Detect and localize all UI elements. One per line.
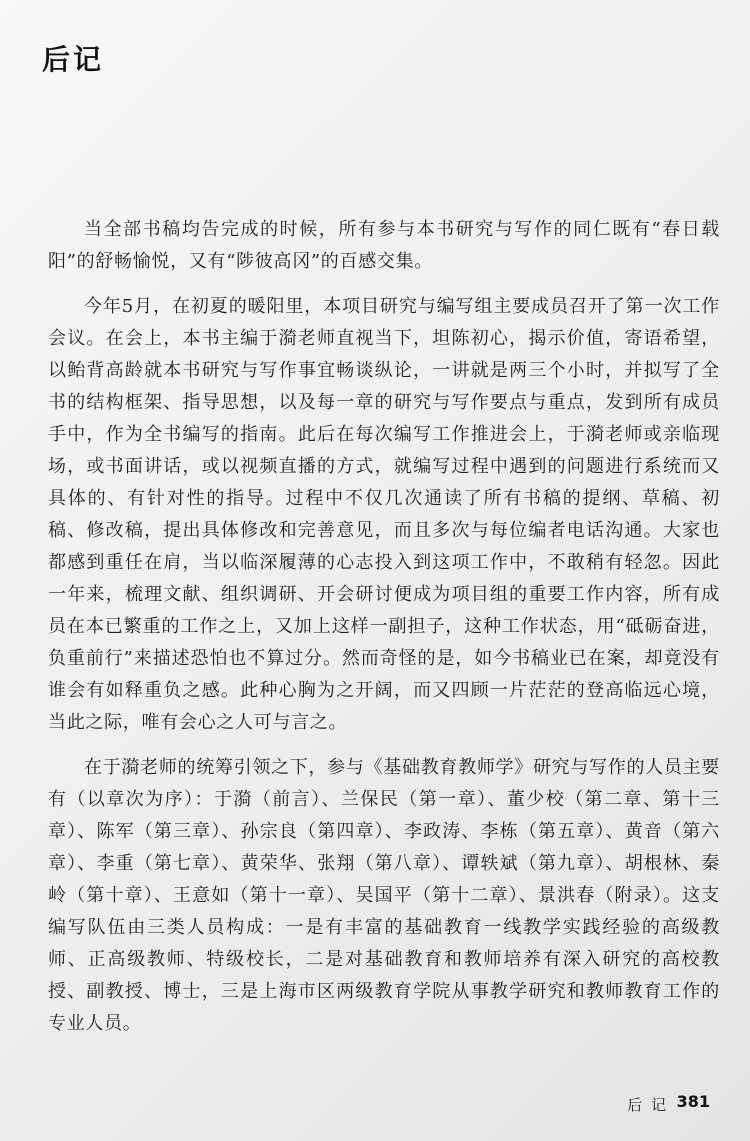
paragraph-3: 在于漪老师的统筹引领之下，参与《基础教育教师学》研究与写作的人员主要有（以章次为序）：于漪（前言）、兰保民（第一章）、董少校（第二章、第十三章）、陈军（第三章）、孙宗良（第四章）、李政涛、李栋（第五章）、黄音（第六章）、李重（第七章）、黄荣华、张翔（第八章）、谭轶斌（第九章）、胡根林、秦岭（第十章）、王意如（第十一章）、吴国平（第十二章）、景洪春（附录）。这支编写队伍由三类人员构成：一是有丰富的基础教育一线教学实践经验的高级教师、正高级教师、特级校长，二是对基础教育和教师培养有深入研究的高校教授、副教授、博士，三是上海市区两级教育学院从事教学研究和教师教育工作的专业人员。	[48, 757, 720, 1034]
bleed-through-texture	[300, 36, 720, 64]
paragraph-2: 今年5月，在初夏的暖阳里，本项目研究与编写组主要成员召开了第一次工作会议。在会上，本书主编于漪老师直视当下，坦陈初心，揭示价值，寄语希望，以鲐背高龄就本书研究与写作事宜畅谈纵论，一讲就是两三个小时，并拟写了全书的结构框架、指导思想，以及每一章的研究与写作要点与重点，发到所有成员手中，作为全书编写的指南。此后在每次编写工作推进会上，于漪老师或亲临现场，或书面讲话，或以视频直播的方式，就编写过程中遇到的问题进行系统而又具体的、有针对性的指导。过程中不仅几次通读了所有书稿的提纲、草稿、初稿、修改稿，提出具体修改和完善意见，而且多次与每位编者电话沟通。大家也都感到重任在肩，当以临深履薄的心志投入到这项工作中，不敢稍有轻忽。因此一年来，梳理文献、组织调研、开会研讨便成为项目组的重要工作内容，所有成员在本已繁重的工作之上，又加上这样一副担子，这种工作状态，用“砥砺奋进，负重前行”来描述恐怕也不算过分。然而奇怪的是，如今书稿业已在案，却竟没有谁会有如释重负之感。此种心胸为之开阔，而又四顾一片茫茫的登高临远心境，当此之际，唯有会心之人可与言之。	[48, 296, 720, 733]
paragraph-1: 当全部书稿均告完成的时候，所有参与本书研究与写作的同仁既有“春日载阳”的舒畅愉悦，又有“陟彼高冈”的百感交集。	[48, 219, 720, 272]
page-number: 381	[676, 1092, 710, 1111]
page-title: 后记	[42, 43, 105, 76]
body-text	[48, 214, 720, 1040]
running-footer-label: 后 记	[627, 1096, 668, 1114]
